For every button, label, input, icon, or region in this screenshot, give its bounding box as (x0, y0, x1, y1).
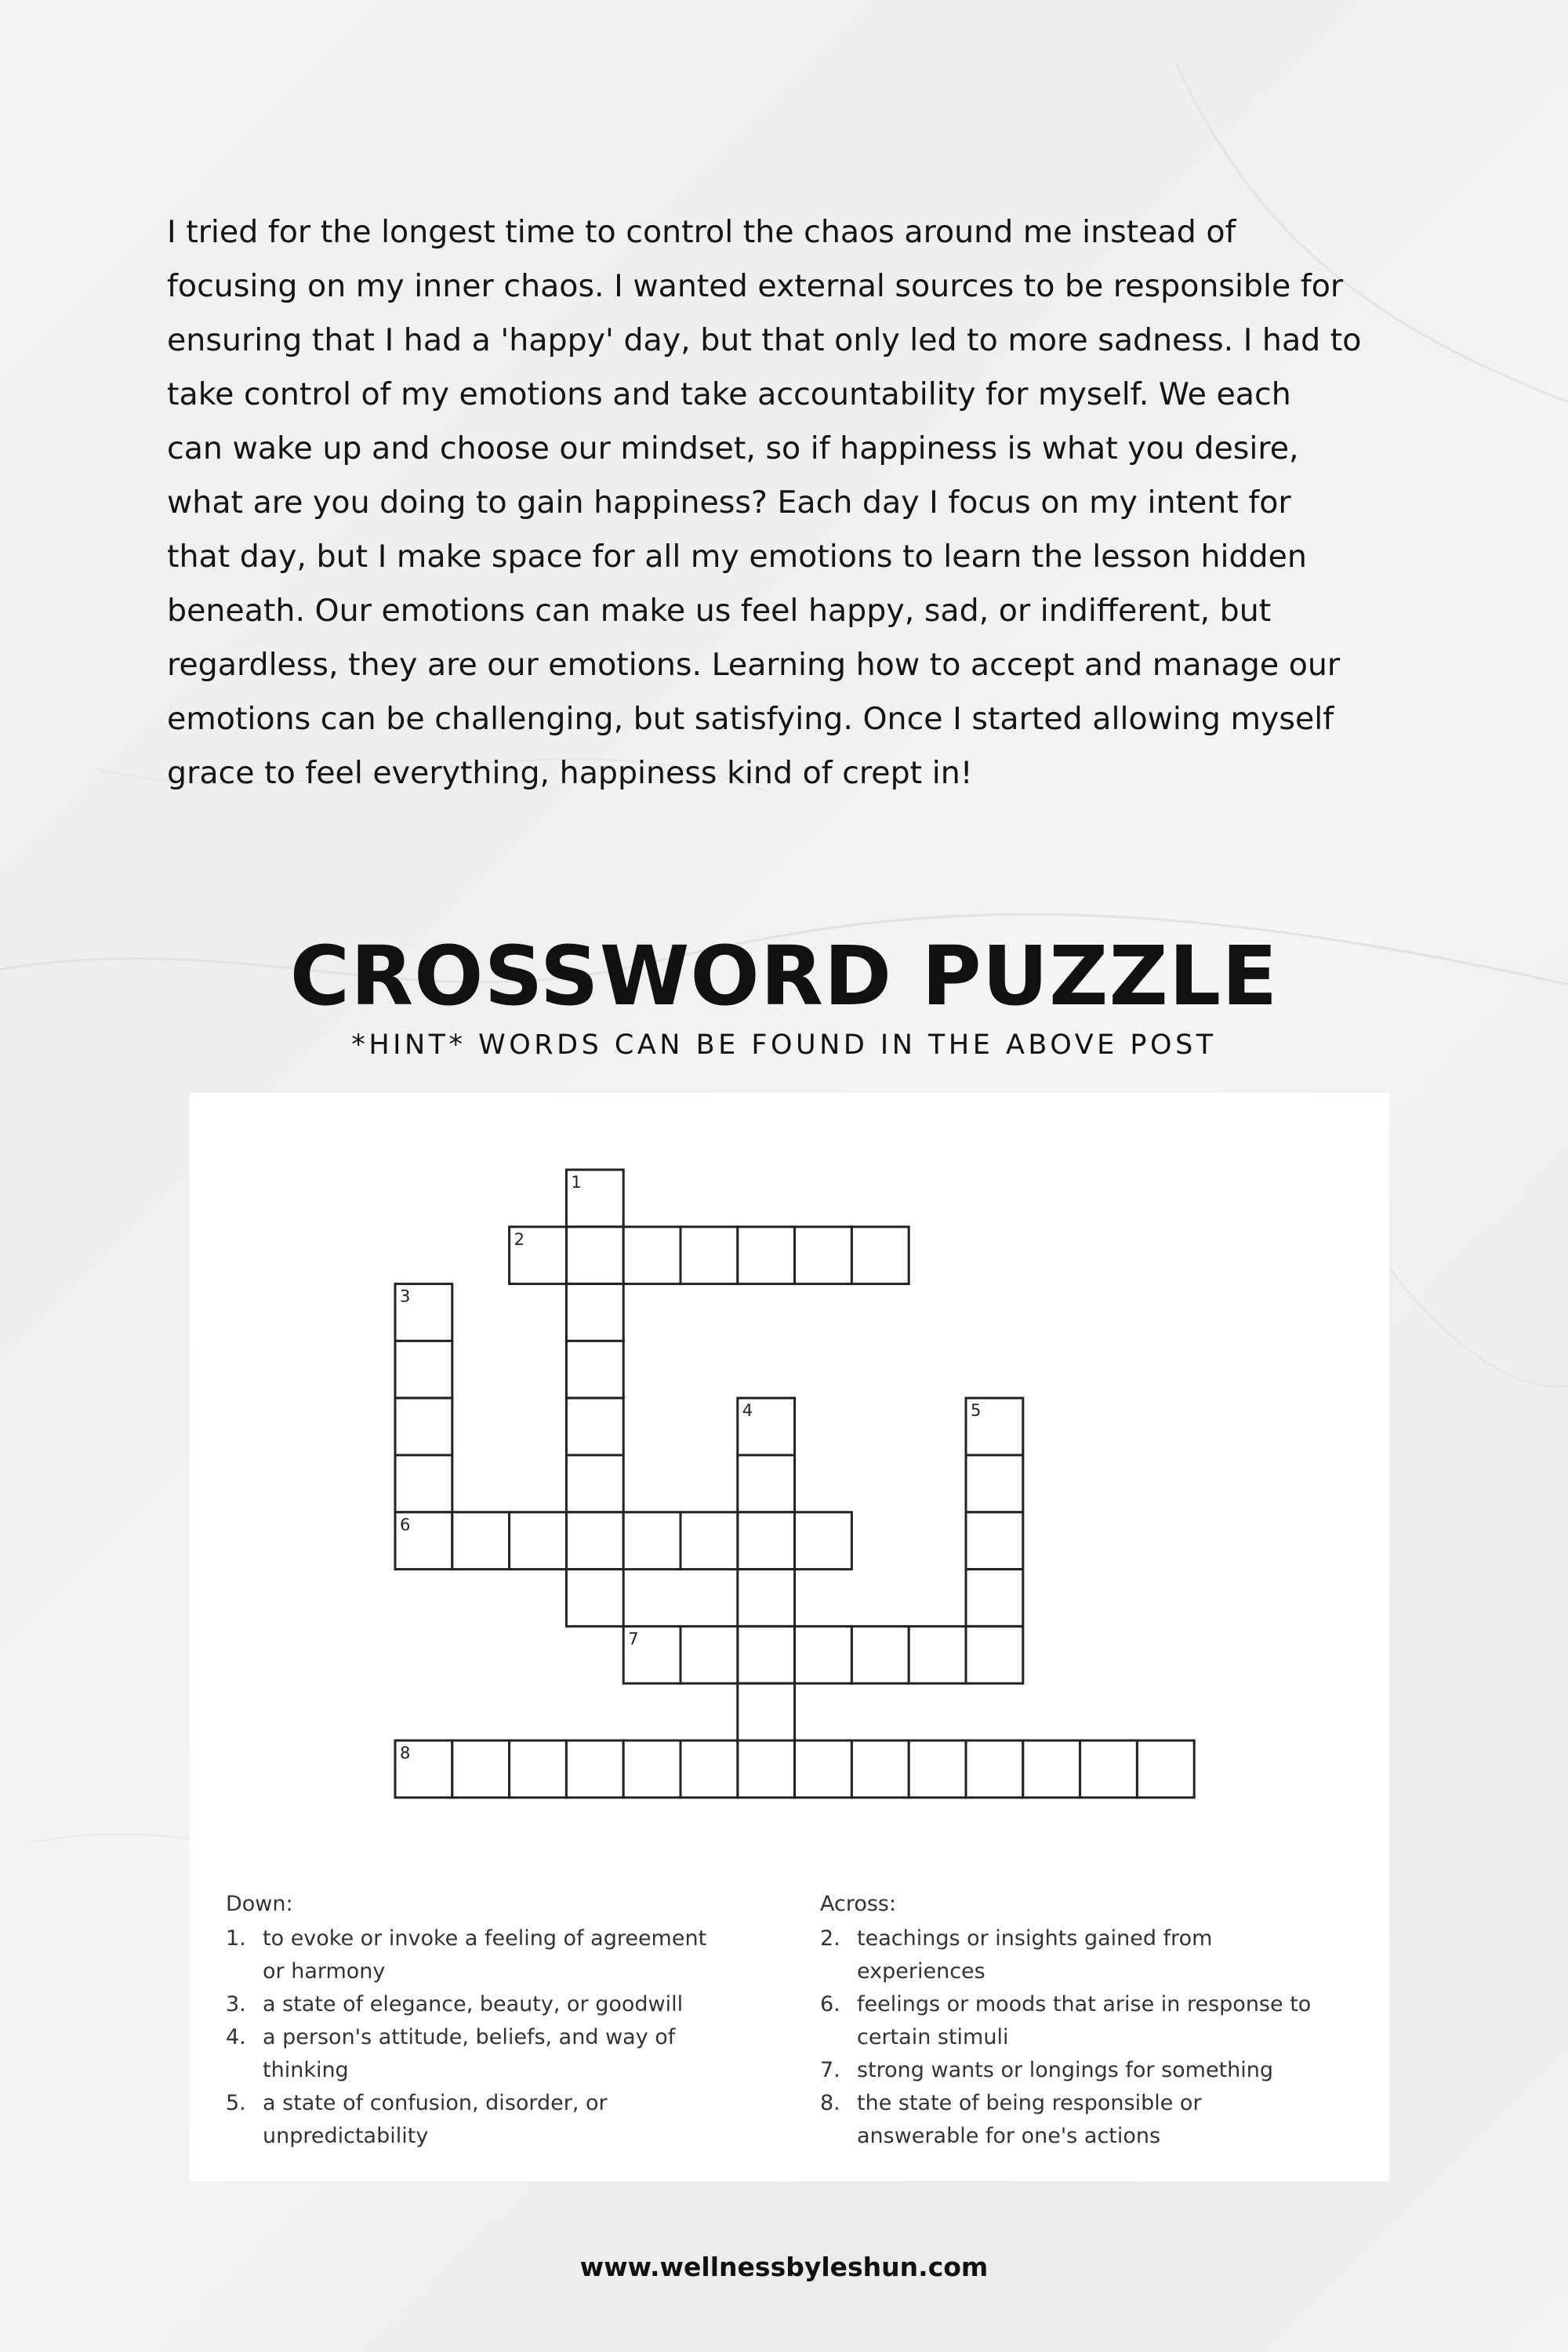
grid-cell[interactable] (966, 1626, 1023, 1683)
post-line: I tried for the longest time to control the chaos around me instead of (167, 214, 1236, 250)
grid-cell[interactable] (623, 1227, 681, 1284)
grid-cell[interactable] (738, 1626, 795, 1683)
grid-cell[interactable] (681, 1626, 738, 1683)
clue-line: to evoke or invoke a feeling of agreement (263, 1926, 707, 1951)
post-line: what are you doing to gain happiness? Each day I focus on my intent for (167, 485, 1291, 521)
clue-line: a state of confusion, disorder, or (263, 2091, 608, 2115)
clue-item (820, 1922, 1369, 1988)
clue-number: 3. (226, 1992, 246, 2016)
clue-item (820, 2087, 1369, 2153)
grid-cell[interactable] (566, 1570, 623, 1627)
grid-cell[interactable] (851, 1227, 909, 1284)
clue-number: 4. (226, 2025, 246, 2049)
clue-line: unpredictability (263, 2124, 429, 2148)
grid-cell[interactable] (1023, 1740, 1080, 1798)
grid-cell[interactable] (566, 1227, 623, 1284)
clue-number-label: 7 (628, 1629, 639, 1649)
grid-cell[interactable] (452, 1740, 510, 1798)
clue-line: a person's attitude, beliefs, and way of (263, 2025, 676, 2049)
clue-item (226, 1988, 775, 2021)
across-clues (820, 1888, 1369, 2153)
clue-number-label: 3 (400, 1287, 411, 1306)
grid-cell[interactable] (738, 1455, 795, 1512)
grid-cell[interactable] (1080, 1740, 1138, 1798)
clue-line: a state of elegance, beauty, or goodwill (263, 1992, 684, 2016)
clue-line: feelings or moods that arise in response to (857, 1992, 1312, 2016)
grid-cell[interactable] (966, 1570, 1023, 1627)
clue-number: 5. (226, 2091, 246, 2115)
grid-cell[interactable] (566, 1398, 623, 1455)
grid-cell[interactable] (681, 1740, 738, 1798)
grid-cell[interactable] (566, 1284, 623, 1341)
clue-line: certain stimuli (857, 2025, 1009, 2049)
grid-cell[interactable] (738, 1740, 795, 1798)
post-line: regardless, they are our emotions. Learning how to accept and manage our (167, 647, 1341, 683)
grid-cell[interactable] (795, 1740, 852, 1798)
down-clues (226, 1888, 775, 2153)
grid-cell[interactable] (510, 1512, 567, 1570)
grid-cell[interactable] (395, 1341, 452, 1398)
grid-cell[interactable] (395, 1398, 452, 1455)
clue-number: 8. (820, 2091, 840, 2115)
grid-cell[interactable] (738, 1227, 795, 1284)
grid-cell[interactable] (623, 1740, 681, 1798)
clue-number-label: 4 (742, 1401, 753, 1421)
grid-cell[interactable] (566, 1512, 623, 1570)
clue-item (820, 1988, 1369, 2054)
post-line: that day, but I make space for all my emotions to learn the lesson hidden (167, 539, 1307, 575)
clue-number-label: 1 (571, 1173, 582, 1192)
grid-cell[interactable] (851, 1626, 909, 1683)
grid-cell[interactable] (738, 1512, 795, 1570)
clue-item (226, 2087, 775, 2153)
grid-cell[interactable] (510, 1740, 567, 1798)
clue-number-label: 2 (514, 1229, 524, 1249)
clue-item (820, 2054, 1369, 2087)
grid-cell[interactable] (851, 1740, 909, 1798)
clue-line: teachings or insights gained from (857, 1926, 1213, 1951)
grid-cell[interactable] (681, 1512, 738, 1570)
website-link[interactable]: www.wellnessbyleshun.com (579, 2252, 989, 2282)
clue-item (226, 1922, 775, 1988)
grid-cell[interactable] (795, 1227, 852, 1284)
clue-line: answerable for one's actions (857, 2124, 1161, 2148)
post-text (167, 205, 1421, 800)
clue-number: 2. (820, 1926, 840, 1951)
crossword-grid (190, 1093, 1389, 1838)
grid-cell[interactable] (395, 1455, 452, 1512)
clue-number: 7. (820, 2058, 840, 2082)
grid-cell[interactable] (566, 1341, 623, 1398)
grid-cell[interactable] (909, 1740, 966, 1798)
crossword-panel (190, 1093, 1389, 2181)
grid-cell[interactable] (681, 1227, 738, 1284)
clue-number-label: 6 (400, 1515, 411, 1534)
grid-cell[interactable] (909, 1626, 966, 1683)
across-heading: Across: (820, 1892, 897, 1916)
grid-cell[interactable] (1137, 1740, 1194, 1798)
clue-line: or harmony (263, 1959, 386, 1984)
post-line: take control of my emotions and take accountability for myself. We each (167, 376, 1291, 412)
grid-cell[interactable] (966, 1512, 1023, 1570)
clue-number-label: 8 (400, 1744, 411, 1762)
clue-number: 6. (820, 1992, 840, 2016)
grid-cell[interactable] (623, 1512, 681, 1570)
grid-cell[interactable] (795, 1626, 852, 1683)
post-line: can wake up and choose our mindset, so if happiness is what you desire, (167, 430, 1299, 466)
grid-cell[interactable] (795, 1512, 852, 1570)
clue-line: the state of being responsible or (857, 2091, 1202, 2115)
grid-cell[interactable] (452, 1512, 510, 1570)
grid-cell[interactable] (738, 1570, 795, 1627)
post-line: emotions can be challenging, but satisfying. Once I started allowing myself (167, 701, 1334, 737)
puzzle-title: CROSSWORD PUZZLE (289, 928, 1279, 1024)
grid-cell[interactable] (966, 1740, 1023, 1798)
clue-line: experiences (857, 1959, 985, 1984)
clue-number: 1. (226, 1926, 246, 1951)
post-line: grace to feel everything, happiness kind of crept in! (167, 755, 973, 791)
clue-number-label: 5 (971, 1401, 982, 1421)
grid-cell[interactable] (966, 1455, 1023, 1512)
post-line: ensuring that I had a 'happy' day, but that only led to more sadness. I had to (167, 322, 1362, 358)
clue-line: strong wants or longings for something (857, 2058, 1274, 2082)
grid-cell[interactable] (566, 1740, 623, 1798)
clue-item (226, 2021, 775, 2087)
down-heading: Down: (226, 1892, 293, 1916)
post-line: beneath. Our emotions can make us feel happy, sad, or indifferent, but (167, 593, 1272, 629)
grid-cell[interactable] (738, 1683, 795, 1740)
puzzle-hint: *HINT* WORDS CAN BE FOUND IN THE ABOVE POST (351, 1029, 1217, 1061)
grid-cell[interactable] (566, 1455, 623, 1512)
clue-line: thinking (263, 2058, 349, 2082)
post-line: focusing on my inner chaos. I wanted external sources to be responsible for (167, 268, 1344, 304)
